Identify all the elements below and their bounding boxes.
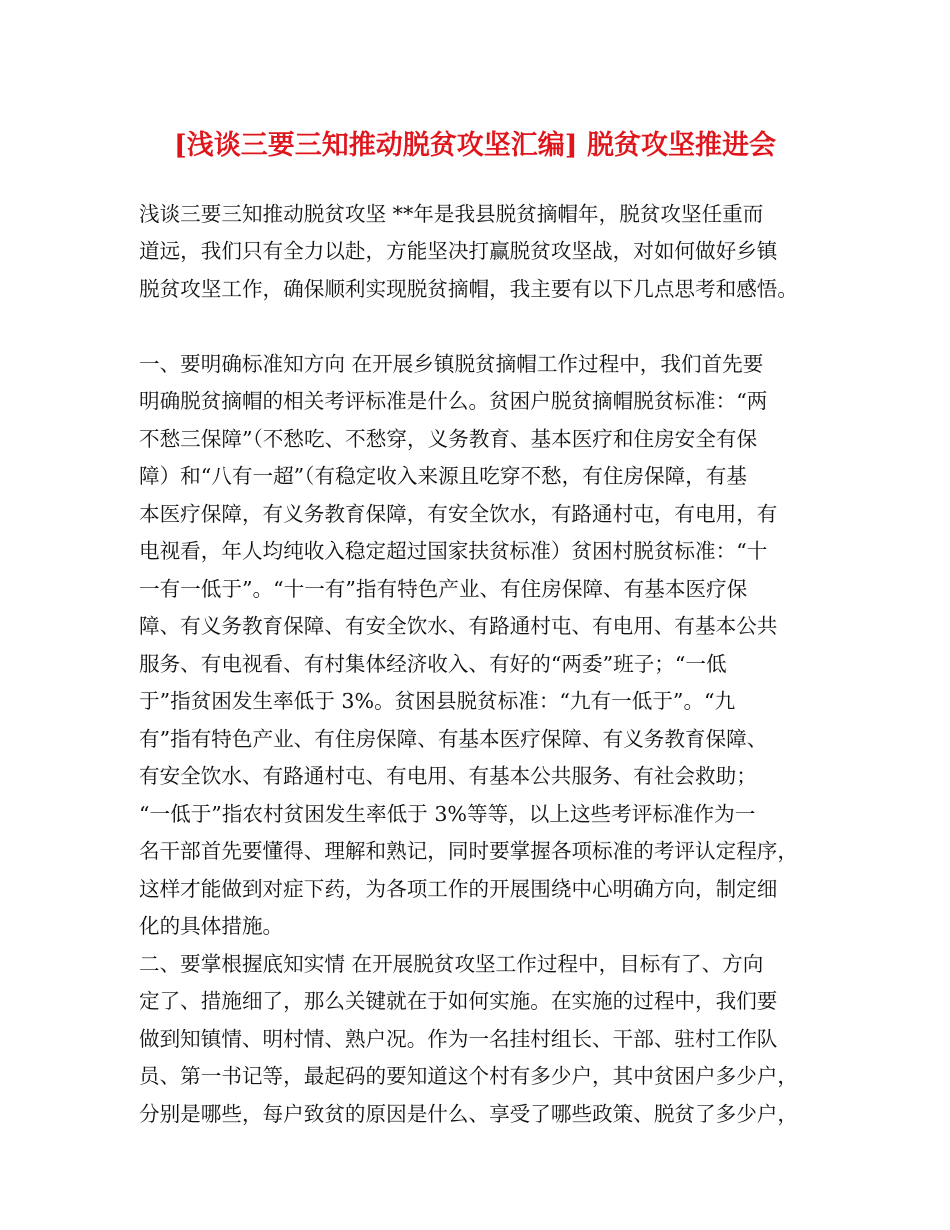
body-line: 一、要明确标准知方向 在开展乡镇脱贫摘帽工作过程中，我们首先要 <box>139 352 764 376</box>
body-line: 障、有义务教育保障、有安全饮水、有路通村屯、有电用、有基本公共 <box>139 614 778 638</box>
body-line: 这样才能做到对症下药，为各项工作的开展围绕中心明确方向，制定细 <box>139 877 778 901</box>
body-line: 浅谈三要三知推动脱贫攻坚 **年是我县脱贫摘帽年，脱贫攻坚任重而 <box>139 202 764 226</box>
body-line: 有”指有特色产业、有住房保障、有基本医疗保障、有义务教育保障、 <box>139 727 768 751</box>
body-line: 明确脱贫摘帽的相关考评标准是什么。贫困户脱贫摘帽脱贫标准：“两 <box>139 389 768 413</box>
body-line: 脱贫攻坚工作，确保顺利实现脱贫摘帽，我主要有以下几点思考和感悟。 <box>139 277 798 301</box>
body-line: 有安全饮水、有路通村屯、有电用、有基本公共服务、有社会救助； <box>139 764 757 788</box>
body-line: 障）和“八有一超”（有稳定收入来源且吃穿不愁，有住房保障，有基 <box>139 464 747 488</box>
body-line: 于”指贫困发生率低于 3%。贫困县脱贫标准：“九有一低于”。“九 <box>139 689 736 713</box>
body-line: 道远，我们只有全力以赴，方能坚决打赢脱贫攻坚战，对如何做好乡镇 <box>139 239 778 263</box>
body-line: 名干部首先要懂得、理解和熟记，同时要掌握各项标准的考评认定程序， <box>139 839 798 863</box>
document-title: [浅谈三要三知推动脱贫攻坚汇编] 脱贫攻坚推进会 <box>174 130 776 161</box>
body-line: 做到知镇情、明村情、熟户况。作为一名挂村组长、干部、驻村工作队 <box>139 1027 778 1051</box>
body-line: 一有一低于”。“十一有”指有特色产业、有住房保障、有基本医疗保 <box>139 577 748 601</box>
body-line: 电视看，年人均纯收入稳定超过国家扶贫标准）贫困村脱贫标准：“十 <box>139 539 768 563</box>
body-line: 不愁三保障”（不愁吃、不愁穿，义务教育、基本医疗和住房安全有保 <box>139 427 758 451</box>
body-line: 化的具体措施。 <box>139 914 284 938</box>
body-line: 员、第一书记等，最起码的要知道这个村有多少户，其中贫困户多少户， <box>139 1064 798 1088</box>
body-line: 服务、有电视看、有村集体经济收入、有好的“两委”班子；“一低 <box>139 652 727 676</box>
body-line: 二、要掌根握底知实情 在开展脱贫攻坚工作过程中，目标有了、方向 <box>139 952 764 976</box>
body-line: 分别是哪些，每户致贫的原因是什么、享受了哪些政策、脱贫了多少户， <box>139 1102 798 1126</box>
body-line: 定了、措施细了，那么关键就在于如何实施。在实施的过程中，我们要 <box>139 989 778 1013</box>
body-line: “一低于”指农村贫困发生率低于 3%等等，以上这些考评标准作为一 <box>139 802 756 826</box>
body-line: 本医疗保障，有义务教育保障，有安全饮水，有路通村屯，有电用，有 <box>139 502 778 526</box>
